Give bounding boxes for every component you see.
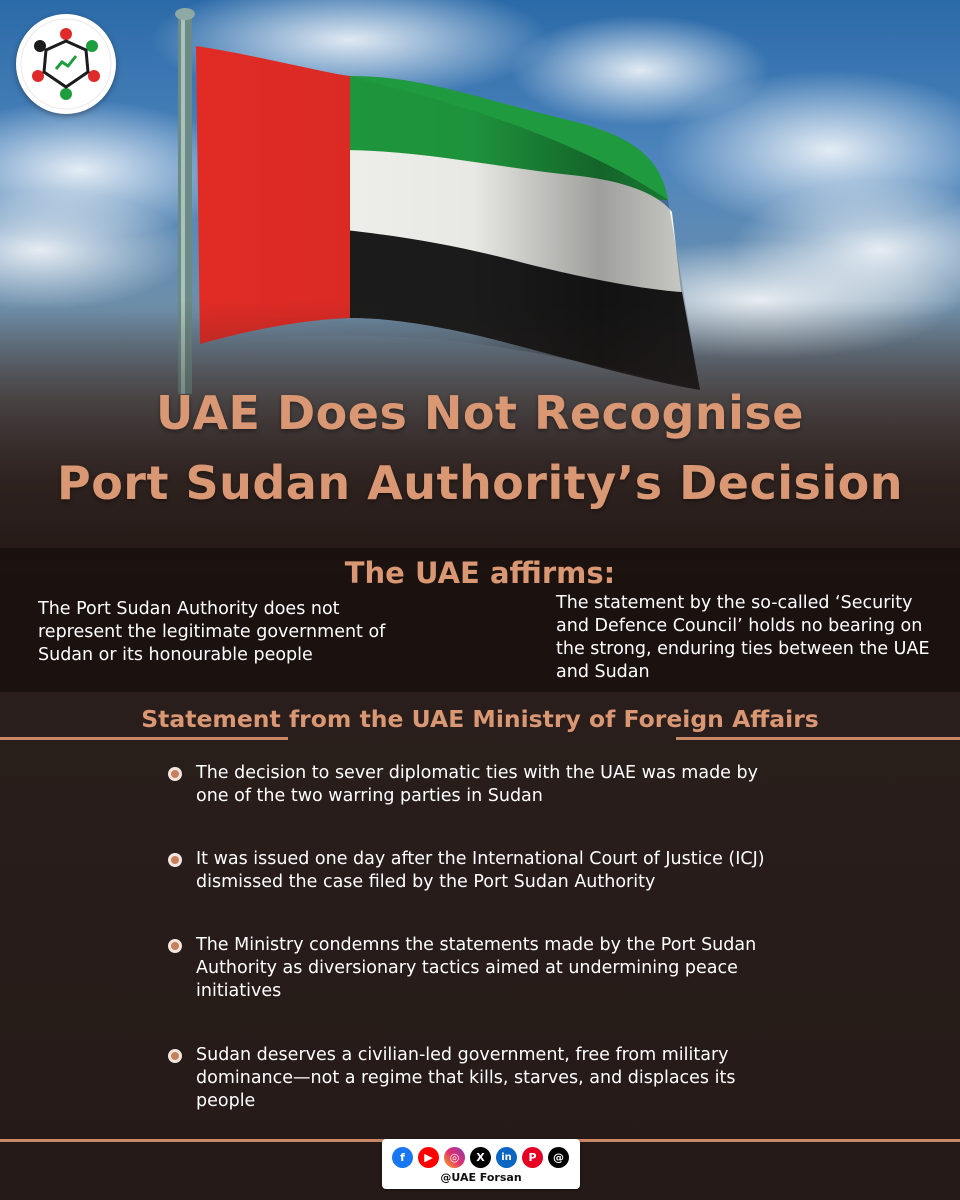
facebook-icon[interactable]: f xyxy=(392,1147,413,1168)
headline-line-2: Port Sudan Authority’s Decision xyxy=(56,456,903,510)
heading-underline-right xyxy=(676,737,960,740)
youtube-icon[interactable]: ▶ xyxy=(418,1147,439,1168)
list-item-text: Sudan deserves a civilian-led government, free from military dominance—not a regime that kills, starves, and displaces its people xyxy=(196,1045,736,1111)
social-handle[interactable]: @UAE Forsan xyxy=(440,1171,522,1184)
threads-icon[interactable]: @ xyxy=(548,1147,569,1168)
heading-underline-left xyxy=(0,737,288,740)
people-circle-logo-icon xyxy=(16,14,116,114)
affirm-point-right: The statement by the so-called ‘Security and Defence Council’ holds no bearing on the strong, enduring ties between the UAE and Sudan xyxy=(556,593,930,682)
statement-heading: Statement from the UAE Ministry of Foreign Affairs xyxy=(141,705,819,733)
list-item-text: It was issued one day after the International Court of Justice (ICJ) dismissed the case filed by the Port Sudan Authority xyxy=(196,849,765,892)
linkedin-icon[interactable]: in xyxy=(496,1147,517,1168)
list-item-text: The Ministry condemns the statements made by the Port Sudan Authority as diversionary tactics aimed at undermining peace initiatives xyxy=(196,935,757,1001)
brand-logo xyxy=(16,14,116,114)
pinterest-icon[interactable]: P xyxy=(522,1147,543,1168)
instagram-icon[interactable]: ◎ xyxy=(444,1147,465,1168)
list-item-text: The decision to sever diplomatic ties with the UAE was made by one of the two warring parties in Sudan xyxy=(196,763,758,806)
bullet-dot-icon xyxy=(168,767,182,781)
headline-line-1: UAE Does Not Recognise xyxy=(156,386,804,440)
bullet-dot-icon xyxy=(168,939,182,953)
bullet-dot-icon xyxy=(168,853,182,867)
x-icon[interactable]: X xyxy=(470,1147,491,1168)
social-icons xyxy=(392,1147,572,1169)
bullet-dot-icon xyxy=(168,1049,182,1063)
social-links-card xyxy=(382,1139,580,1189)
affirms-heading: The UAE affirms: xyxy=(344,556,616,590)
affirm-point-left: The Port Sudan Authority does not represent the legitimate government of Sudan or its honourable people xyxy=(38,599,386,665)
